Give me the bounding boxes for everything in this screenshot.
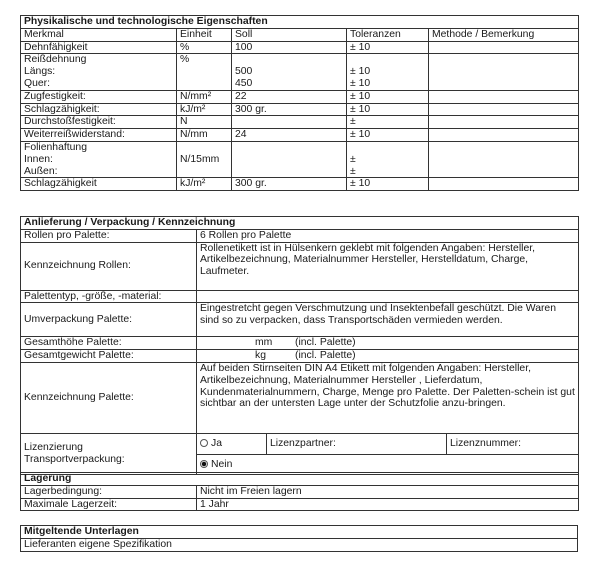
line [350,142,425,154]
label-umverpackung: Umverpackung Palette: [21,303,197,337]
column-header: Soll [232,28,347,41]
cell-einheit [177,54,232,90]
value-rollen: 6 Rollen pro Palette [197,229,579,242]
line: Längs: [24,66,56,78]
section-title: Mitgeltende Unterlagen [21,526,578,539]
line: ± 10 [350,77,371,89]
cell-einheit: N [177,116,232,129]
table-row [21,229,579,242]
section-title: Physikalische und technologische Eigenschaften [21,16,579,29]
cell-einheit: N/mm² [177,90,232,103]
value-lagerbedingung: Nicht im Freien lagern [197,485,579,498]
line: 500 [235,66,253,78]
value-umverpackung: Eingestretcht gegen Verschmutzung und Insektenbefall geschützt. Die Waren sind so zu verpacken, dass Transportschäden vermieden werden. [197,303,579,337]
cell-toleranz: ± 10 [347,129,429,142]
line [180,66,228,78]
cell-soll: 22 [232,90,347,103]
label-lagerzeit: Maximale Lagerzeit: [21,498,197,511]
cell-methode [429,54,579,90]
radio-ja[interactable] [197,433,267,454]
cell-methode [429,103,579,116]
cell-toleranz [347,54,429,90]
table-row [21,242,579,290]
note: (incl. Palette) [295,350,356,362]
column-header: Merkmal [21,28,177,41]
table-row [21,350,579,363]
radio-checked-icon[interactable] [200,460,208,468]
line: Reißdehnung [24,54,87,66]
note: (incl. Palette) [295,337,356,349]
header-row [21,28,579,41]
line: 450 [235,77,253,89]
cell-methode [429,90,579,103]
cell-soll [232,116,347,129]
section-title: Anlieferung / Verpackung / Kennzeichnung [21,217,579,230]
cell-soll: 300 gr. [232,103,347,116]
cell-methode [429,141,579,177]
label-gesamtgewicht: Gesamtgewicht Palette: [21,350,197,363]
line [235,54,343,66]
storage-table [20,472,579,511]
label-lizenzpartner: Lizenzpartner: [267,433,447,454]
value-gesamthoehe [197,337,579,350]
label-rollen: Rollen pro Palette: [21,229,197,242]
cell-toleranz: ± 10 [347,178,429,191]
line: Innen: [24,153,53,165]
value-kennzeichnung-palette: Auf beiden Stirnseiten DIN A4 Etikett mit folgenden Angaben: Hersteller, Artikelbezeichnung, Materialnummer Hersteller , Lieferdatum, Kundenmaterialnummern, Charge, Menge pro Palette. Der Paletten-schein ist gut sichtbar an der untersten Lage unter der Schutzfolie anzu-bringen. [197,362,579,433]
label-kennzeichnung-palette: Kennzeichnung Palette: [21,362,197,433]
value-lagerzeit: 1 Jahr [197,498,579,511]
unit: mm [255,337,273,349]
cell-toleranz: ± 10 [347,90,429,103]
cell-soll: 100 [232,41,347,54]
radio-unchecked-icon[interactable] [200,439,208,447]
cell-einheit: % [177,41,232,54]
cell-methode [429,41,579,54]
table-row [21,290,579,303]
line: ± [350,165,356,177]
table-row [21,337,579,350]
cell-einheit: N/mm [177,129,232,142]
cell-toleranz [347,141,429,177]
line: ± 10 [350,66,371,78]
cell-toleranz: ± 10 [347,103,429,116]
physical-properties-table [20,15,579,191]
cell-einheit [177,141,232,177]
cell-einheit: kJ/m² [177,178,232,191]
value-palettentyp [197,290,579,303]
table-row [21,433,579,454]
label-kennzeichnung-rollen: Kennzeichnung Rollen: [21,242,197,290]
cell-merkmal: Zugfestigkeit: [21,90,177,103]
value-gesamtgewicht [197,350,579,363]
cell-toleranz: ± [347,116,429,129]
cell-merkmal: Durchstoßfestigkeit: [21,116,177,129]
table-row [21,498,579,511]
cell-einheit: kJ/m² [177,103,232,116]
table-row [21,103,579,116]
cell-soll: 24 [232,129,347,142]
label-lizenznummer: Lizenznummer: [447,433,579,454]
label-lizenzierung [21,433,197,474]
cell-merkmal: Schlagzähigkeit [21,178,177,191]
line: % [180,54,190,66]
line: Quer: [24,77,50,89]
cell-methode [429,178,579,191]
column-header: Toleranzen [347,28,429,41]
table-row [21,538,578,551]
label-gesamthoehe: Gesamthöhe Palette: [21,337,197,350]
line: N/15mm [180,153,220,165]
line [350,54,425,66]
section-title: Lagerung [21,473,579,486]
table-row [21,178,579,191]
value-unterlagen: Lieferanten eigene Spezifikation [21,538,578,551]
line: Folienhaftung [24,141,87,153]
cell-toleranz: ± 10 [347,41,429,54]
cell-merkmal [21,54,177,90]
cell-merkmal: Schlagzähigkeit: [21,103,177,116]
line: ± [350,153,356,165]
cell-methode [429,129,579,142]
cell-merkmal: Weiterreißwiderstand: [21,129,177,142]
line: Lizenzierung [24,442,83,454]
unit: kg [255,350,266,362]
cell-merkmal [21,141,177,177]
column-header: Methode / Bemerkung [429,28,579,41]
line: Transportverpackung: [24,453,125,465]
line [180,166,228,178]
cell-methode [429,116,579,129]
table-row [21,362,579,433]
radio-label: Ja [211,438,222,450]
table-row [21,129,579,142]
cell-soll: 300 gr. [232,178,347,191]
cell-soll [232,54,347,90]
documents-table [20,525,578,552]
delivery-table [20,216,579,475]
table-row [21,141,579,177]
cell-merkmal: Dehnfähigkeit [21,41,177,54]
table-row [21,485,579,498]
line: Außen: [24,165,58,177]
label-lagerbedingung: Lagerbedingung: [21,485,197,498]
radio-label: Nein [211,458,233,470]
table-row [21,41,579,54]
table-row [21,90,579,103]
column-header: Einheit [177,28,232,41]
value-kennzeichnung-rollen: Rollenetikett ist in Hülsenkern geklebt mit folgenden Angaben: Hersteller, Artikelbezeichnung, Materialnummer Hersteller, Herstelldatum, Charge, Laufmeter. [197,242,579,290]
cell-soll [232,141,347,177]
label-palettentyp: Palettentyp, -größe, -material: [21,290,197,303]
table-row [21,116,579,129]
line [180,142,228,154]
table-row [21,54,579,90]
table-row [21,303,579,337]
